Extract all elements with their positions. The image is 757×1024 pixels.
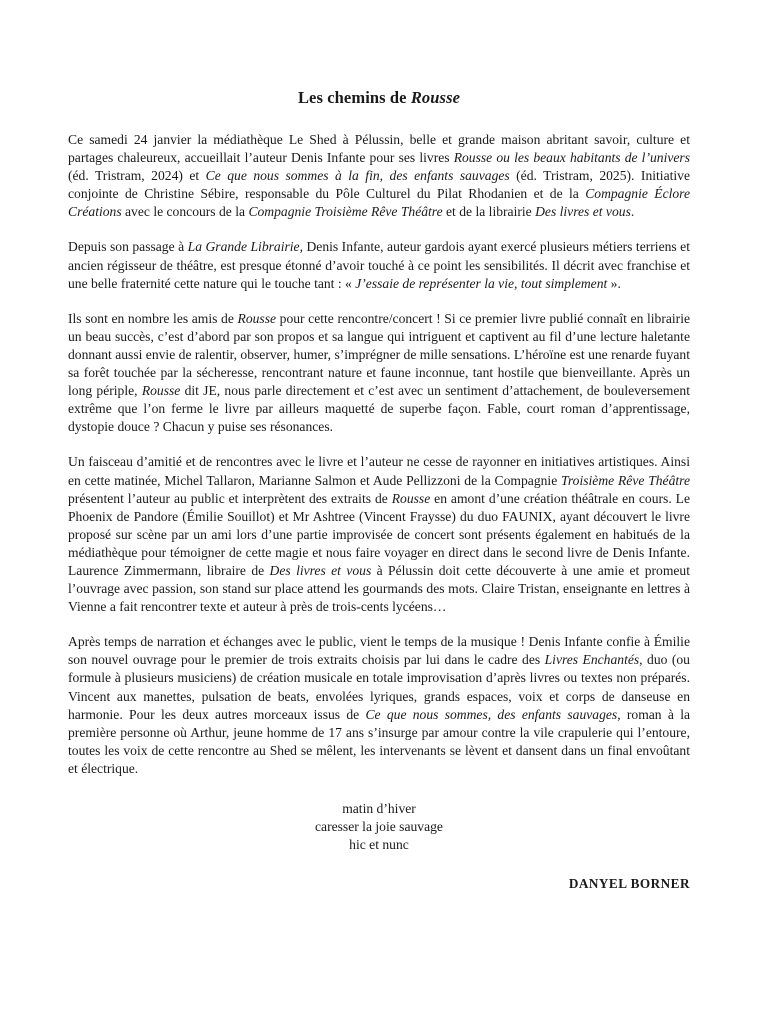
closing-poem — [68, 778, 690, 854]
page-title-plain: Les chemins de — [297, 88, 411, 107]
text-run: . — [630, 204, 635, 220]
italic-title: Ce que nous sommes, des enfants sauvages — [365, 706, 618, 722]
text-run: ». — [607, 275, 621, 291]
text-run: Ils sont en nombre les amis de — [68, 310, 238, 326]
text-run: Depuis son passage à — [68, 239, 188, 255]
paragraph-p4 — [68, 436, 690, 616]
closing-line: hic et nunc — [349, 837, 409, 853]
italic-title: J’essaie de représenter la vie, tout simplement — [355, 275, 608, 291]
author-signature: DANYEL BORNER — [568, 876, 690, 892]
italic-title: Rousse — [141, 383, 181, 399]
text-run: , roman à la première personne où Arthur, jeune homme de 17 ans s’insurge par amour contre la vile crapulerie qui l’entoure, toutes les voix de cette rencontre au Shed se mêlent, les intervenants se lèvent et dansent dans un final envoûtant et électrique. — [68, 706, 690, 776]
page-title-italic: Rousse — [410, 88, 461, 107]
text-run: et de la librairie — [442, 204, 536, 220]
text-run: Un faisceau d’amitié et de rencontres avec le livre et l’auteur ne cesse de rayonner en initiatives artistiques. Ainsi en cette matinée, Michel Tallaron, Marianne Salmon et Aude Pellizzoni de la Compagnie — [68, 454, 690, 488]
closing-line: caresser la joie sauvage — [315, 819, 443, 835]
text-run: en amont d’une création théâtrale en cours. Le Phoenix de Pandore (Émilie Souillot) et Mr Ashtree (Vincent Fraysse) du duo FAUNIX, ayant découvert le livre proposé sur scène par un ami lors d’une partie improvisée de concert sont présents également en habitués de la médiathèque pour témoigner de cette magie et nous faire voyager en direct dans le second livre de Denis Infante. Laurence Zimmermann, libraire de — [68, 490, 690, 578]
italic-title: Compagnie Éclore Créations — [68, 186, 691, 220]
paragraph-p3 — [68, 293, 690, 437]
italic-title: La Grande Librairie, — [187, 239, 303, 255]
closing-line: matin d’hiver — [342, 801, 416, 816]
italic-title: Rousse — [237, 310, 277, 326]
text-run: (éd. Tristram, 2025). Initiative conjointe de Christine Sébire, responsable du Pôle Culturel du Pilat Rhodanien et de la — [68, 168, 690, 202]
text-run: dit JE, nous parle directement et c’est avec un sentiment d’attachement, de bouleversement extrême que l’on ferme le livre par ailleurs maquetté de superbe façon. Fable, court roman d’apprentissage, dystopie douce ? Chacun y puise ses résonances. — [68, 383, 690, 435]
italic-title: Des livres et vous — [535, 204, 631, 220]
text-run: (éd. Tristram, 2024) et — [68, 168, 206, 184]
italic-title: Livres Enchantés — [544, 652, 640, 668]
paragraph-p2 — [68, 221, 690, 292]
page-title — [68, 0, 690, 108]
paragraph-p5 — [68, 616, 690, 778]
italic-title: Rousse — [391, 490, 431, 506]
italic-title: Rousse ou les beaux habitants de l’univers — [453, 150, 691, 166]
paragraph-p1 — [68, 108, 690, 221]
text-run: avec le concours de la — [121, 204, 249, 220]
text-run: présentent l’auteur au public et interprètent des extraits de — [68, 490, 392, 506]
text-run: pour cette rencontre/concert ! Si ce premier livre publié connaît en librairie un beau succès, c’est d’abord par son propos et sa langue qui intriguent et captivent au fil d’une lecture haletante donnant aussi envie de ralentir, observer, humer, s’imprégner de mille sensations. L’héroïne est une renarde fuyant sa forêt touchée par la sécheresse, rencontrant nature et faune inconnue, tant hostile que bienveillante. Après un long périple, — [68, 310, 691, 399]
italic-title: Des livres et vous — [269, 562, 372, 578]
italic-title: Compagnie Troisième Rêve Théâtre — [248, 204, 443, 220]
text-run: Ce samedi 24 janvier la médiathèque Le Shed à Pélussin, belle et grande maison abritant savoir, culture et partages chaleureux, accueillait l’auteur Denis Infante pour ses livres — [68, 132, 690, 166]
text-run: Denis Infante, auteur gardois ayant exercé plusieurs métiers terriens et ancien régisseur de théâtre, est presque étonné d’avoir touché à ce point les sensibilités. Il décrit avec franchise et une belle fraternité cette nature qui le touche tant : « — [68, 239, 690, 291]
italic-title: Troisième Rêve Théâtre — [561, 472, 690, 488]
text-run: , duo (ou formule à plusieurs musiciens) de création musicale en totale improvisation d’après livres ou textes non préparés. Vincent aux manettes, pulsation de beats, envolées lyriques, grands espaces, voix et corps de danseuse en harmonie. Pour les deux autres morceaux issus de — [68, 652, 690, 722]
italic-title: Ce que nous sommes à la fin, des enfants sauvages — [205, 168, 510, 184]
article-body — [68, 108, 690, 778]
document-content — [68, 0, 690, 892]
text-run: Après temps de narration et échanges avec le public, vient le temps de la musique ! Denis Infante confie à Émilie son nouvel ouvrage pour le premier de trois extraits choisis par lui dans le cadre des — [68, 634, 690, 668]
text-run: à Pélussin doit cette découverte à une amie et promeut l’ouvrage avec passion, son stand sur place attend les gourmands des mots. Claire Tristan, enseignante en lettres à Vienne a fait rencontrer texte et auteur à près de trois-cents lycéens… — [68, 562, 690, 615]
